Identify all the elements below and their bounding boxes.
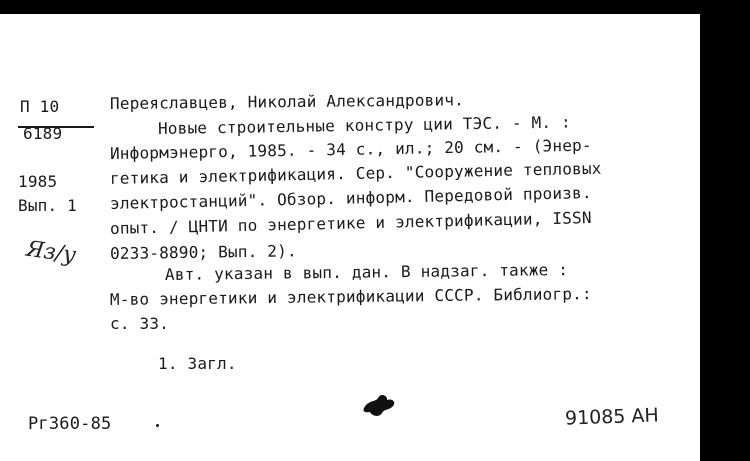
body-line: Авт. указан в вып. дан. В надзаг. также : (164, 260, 569, 284)
ink-dot (156, 424, 159, 427)
ink-blot-icon (362, 390, 398, 420)
catalog-card (0, 14, 700, 461)
body-line: опыт. / ЦНТИ по энергетике и электрификации, ISSN (109, 208, 592, 238)
call-number-number: 6189 (23, 124, 63, 143)
call-number-year: 1985 (18, 172, 58, 191)
body-line: Информэнерго, 1985. - 34 с., ил.; 20 см. - (Энер- (109, 135, 592, 163)
body-line: Новые строительные констру ции ТЭС. - М. : (157, 112, 572, 138)
body-line: гетика и электрификация. Сер. "Сооружение тепловых (109, 158, 602, 188)
handwritten-inventory-number: 91085 АН (564, 404, 660, 430)
body-line: электростанций". Обзор. информ. Передовой произв. (109, 183, 592, 213)
call-number-class: П 10 (20, 97, 60, 116)
body-line: 0233-8890; Вып. 2). (109, 241, 297, 263)
subject-heading: 1. Загл. (158, 354, 237, 373)
body-line: с. 33. (110, 314, 169, 333)
call-number-issue: Вып. 1 (18, 196, 77, 215)
footer-code: Рг360-85 (28, 414, 112, 434)
body-line: М-во энергетики и электрификации СССР. Библиогр.: (109, 284, 592, 309)
handwritten-mark: Яз/у (24, 236, 78, 269)
author-heading: Переяславцев, Николай Александрович. (109, 90, 465, 113)
